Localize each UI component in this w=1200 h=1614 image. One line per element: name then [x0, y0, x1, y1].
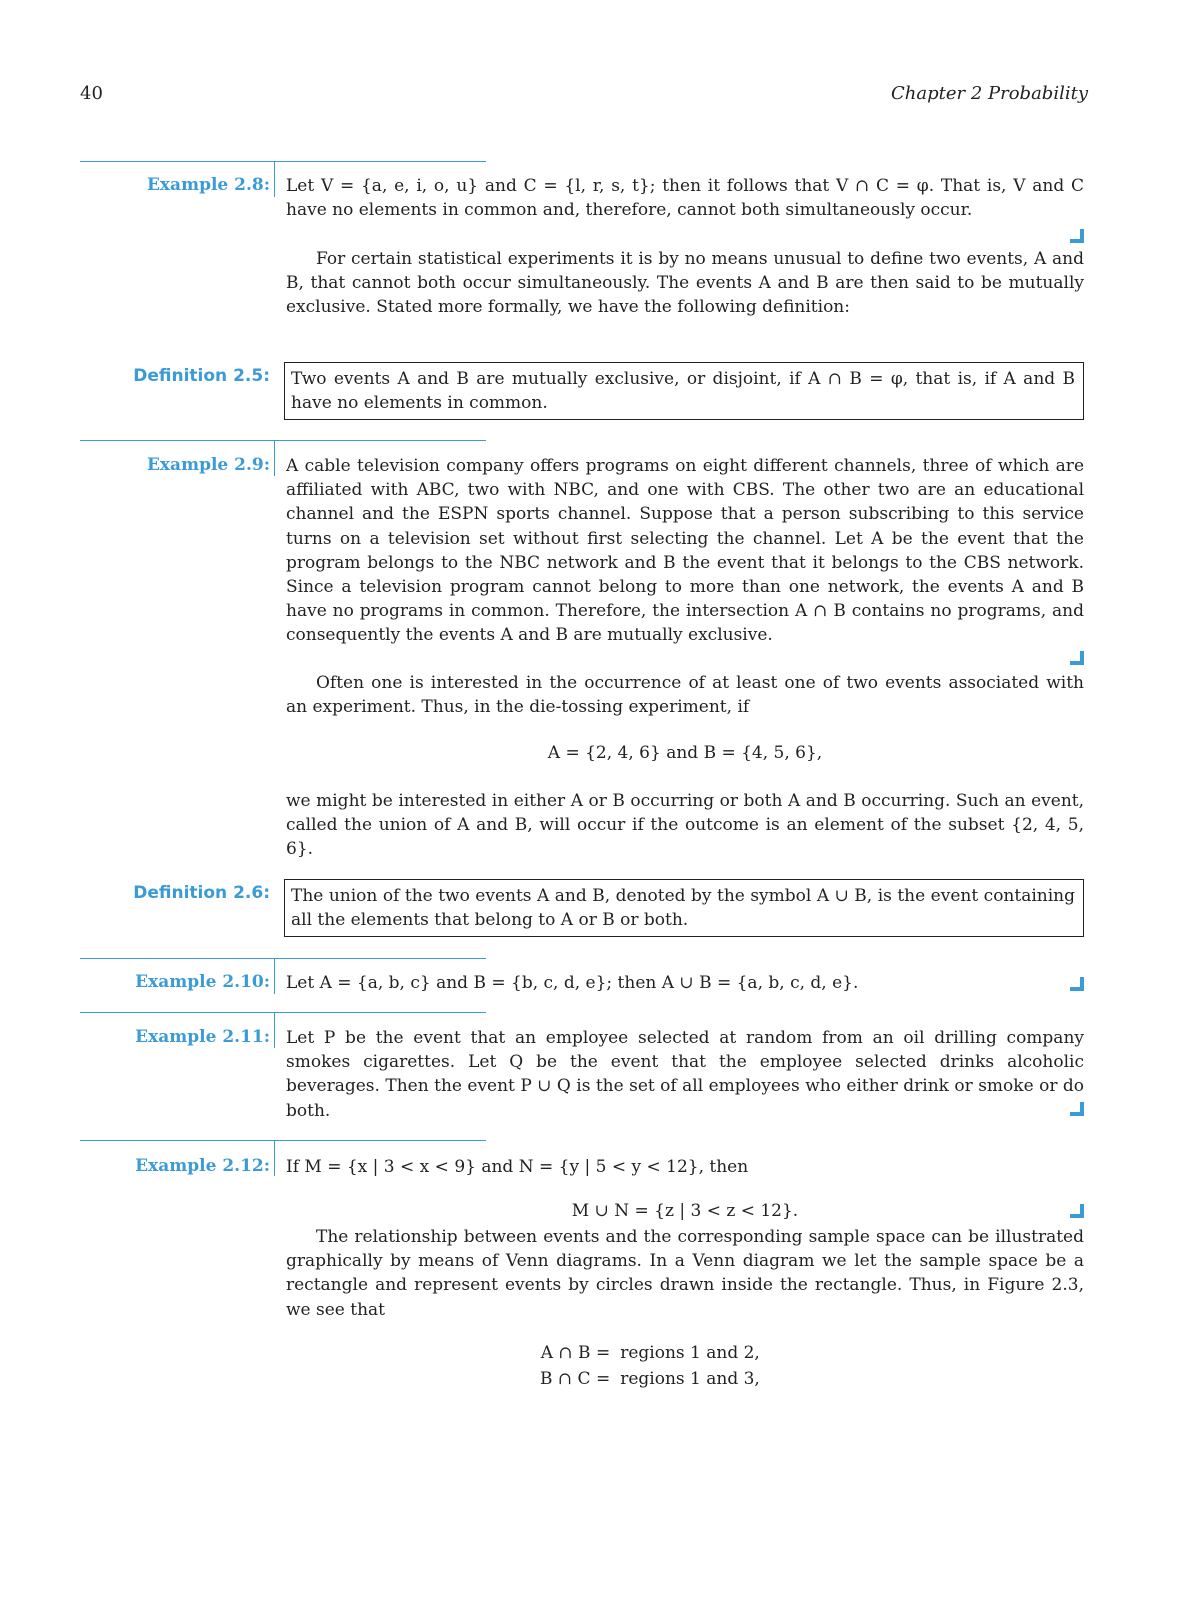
definition-label: Definition 2.5: — [133, 366, 270, 386]
end-of-example-icon — [1070, 1204, 1084, 1218]
equation-rhs: regions 1 and 2, — [620, 1343, 760, 1363]
example-label: Example 2.9: — [146, 455, 270, 475]
equation-row — [540, 1343, 760, 1369]
display-equation: A = {2, 4, 6} and B = {4, 5, 6}, — [547, 743, 823, 763]
running-head: Chapter 2 Probability — [890, 83, 1088, 104]
example-bar — [274, 440, 275, 476]
example-rule — [80, 1012, 486, 1013]
example-rule — [80, 161, 486, 162]
example-bar — [274, 958, 275, 994]
equation-row — [540, 1369, 760, 1395]
example-label: Example 2.11: — [135, 1027, 270, 1047]
example-rule — [80, 440, 486, 441]
definition-label: Definition 2.6: — [133, 883, 270, 903]
equation-lhs: A ∩ B = — [540, 1343, 611, 1363]
example-label: Example 2.8: — [146, 175, 270, 195]
display-equation: M ∪ N = {z | 3 < z < 12}. — [571, 1201, 799, 1221]
example-bar — [274, 1012, 275, 1048]
example-text: A cable television company offers programs on eight different channels, three of which are affiliated with ABC, two with NBC, and one with CBS. The other two are an educational channel and the ESPN sports channel. Suppose that a person subscribing to this service turns on a television set without first selecting the channel. Let A be the event that the program belongs to the NBC network and B the event that it belongs to the CBS network. Since a television program cannot belong to more than one network, the events A and B have no programs in common. Therefore, the intersection A ∩ B contains no programs, and consequently the events A and B are mutually exclusive. — [286, 456, 1084, 646]
equation-lhs: B ∩ C = — [540, 1369, 611, 1389]
example-text: Let V = {a, e, i, o, u} and C = {l, r, s, t}; then it follows that V ∩ C = φ. That is, V and C have no elements in common and, therefore, cannot both simultaneously occur. — [286, 176, 1084, 221]
example-label: Example 2.10: — [135, 972, 270, 992]
body-paragraph: we might be interested in either A or B occurring or both A and B occurring. Such an event, called the union of A and B, will occur if the outcome is an element of the subset {2, 4, 5, 6}. — [286, 791, 1084, 860]
body-paragraph: For certain statistical experiments it is by no means unusual to define two events, A and B, that cannot both occur simultaneously. The events A and B are then said to be mutually exclusive. Stated more formally, we have the following definition: — [286, 249, 1084, 318]
equation-rhs: regions 1 and 3, — [620, 1369, 760, 1389]
example-bar — [274, 161, 275, 197]
definition-box: Two events A and B are mutually exclusive, or disjoint, if A ∩ B = φ, that is, if A and B have no elements in common. — [284, 362, 1084, 420]
definition-box: The union of the two events A and B, denoted by the symbol A ∪ B, is the event containing all the elements that belong to A or B or both. — [284, 879, 1084, 937]
example-label: Example 2.12: — [135, 1156, 270, 1176]
body-paragraph: Often one is interested in the occurrence of at least one of two events associated with an experiment. Thus, in the die-tossing experiment, if — [286, 673, 1084, 718]
example-rule — [80, 958, 486, 959]
example-text: If M = {x | 3 < x < 9} and N = {y | 5 < y < 12}, then — [286, 1157, 749, 1177]
end-of-example-icon — [1070, 977, 1084, 991]
example-rule — [80, 1140, 486, 1141]
example-bar — [274, 1140, 275, 1176]
body-paragraph: The relationship between events and the corresponding sample space can be illustrated graphically by means of Venn diagrams. In a Venn diagram we let the sample space be a rectangle and represent events by circles drawn inside the rectangle. Thus, in Figure 2.3, we see that — [286, 1227, 1084, 1320]
example-text: Let A = {a, b, c} and B = {b, c, d, e}; then A ∪ B = {a, b, c, d, e}. — [286, 973, 859, 993]
region-equations — [540, 1343, 760, 1395]
end-of-example-icon — [1070, 229, 1084, 243]
end-of-example-icon — [1070, 1102, 1084, 1116]
end-of-example-icon — [1070, 651, 1084, 665]
example-text: Let P be the event that an employee selected at random from an oil drilling company smokes cigarettes. Let Q be the event that the employee selected drinks alcoholic beverages. Then the event P ∪ Q is the set of all employees who either drink or smoke or do both. — [286, 1028, 1084, 1121]
page-number: 40 — [80, 83, 103, 104]
